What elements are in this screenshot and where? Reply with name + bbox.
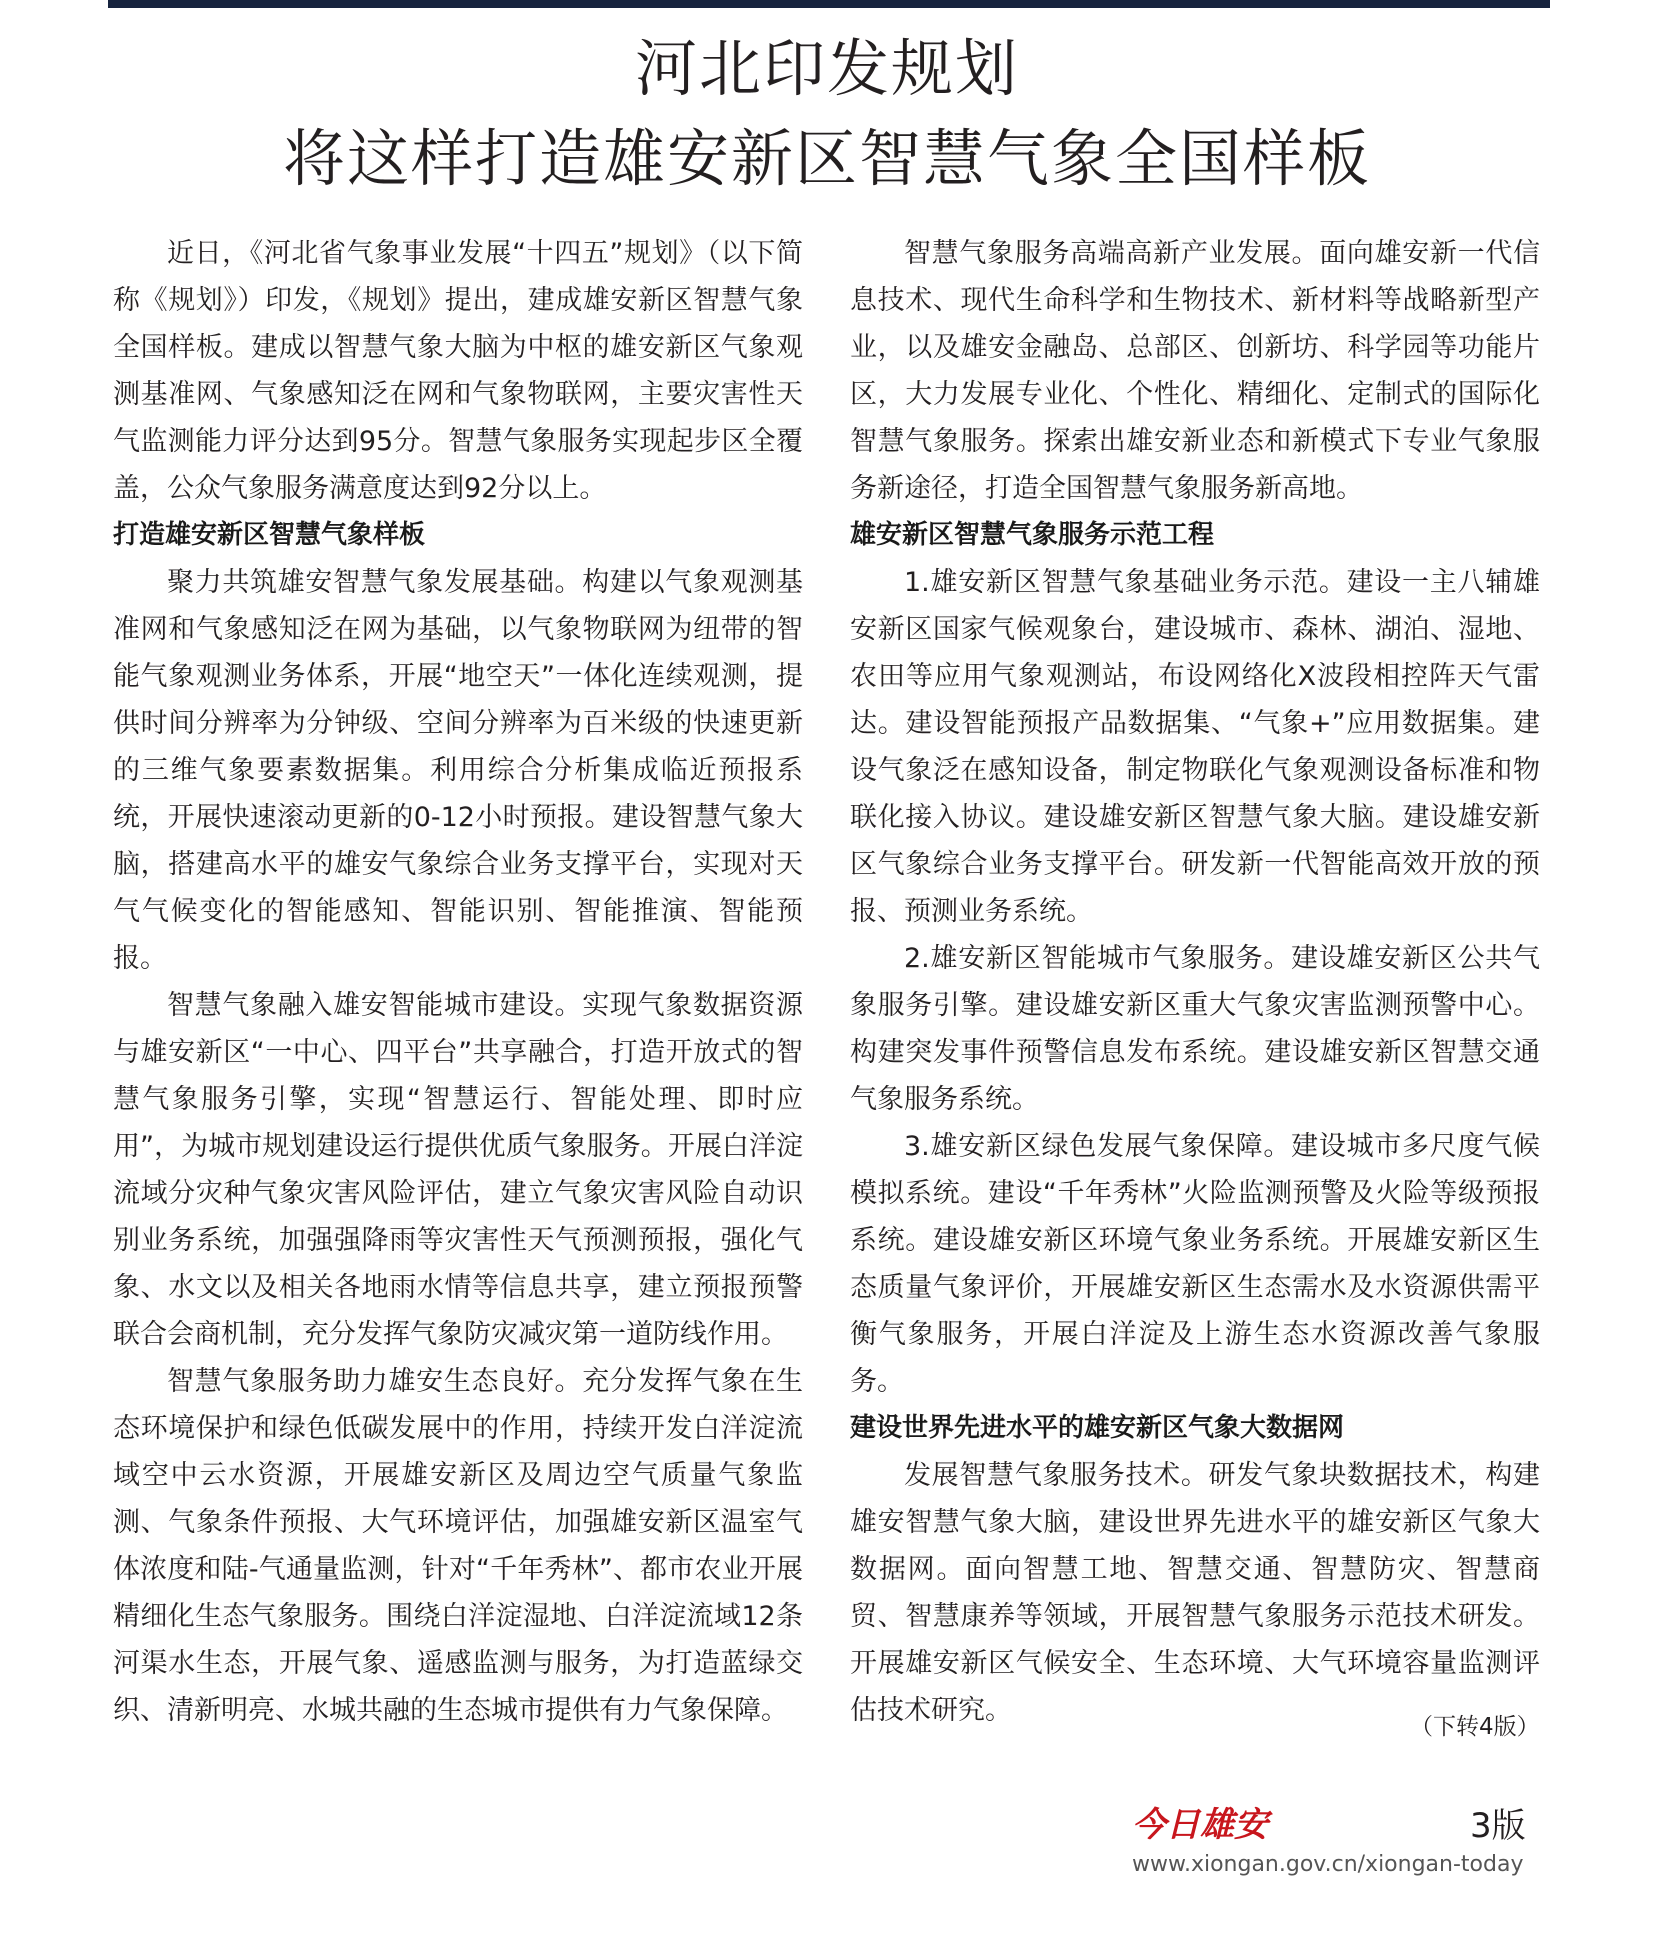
site-url[interactable]: www.xiongan.gov.cn/xiongan-today	[1132, 1852, 1524, 1877]
right-column	[850, 230, 1540, 1734]
paragraph: 智慧气象服务助力雄安生态良好。充分发挥气象在生态环境保护和绿色低碳发展中的作用，持续开发白洋淀流域空中云水资源，开展雄安新区及周边空气质量气象监测、气象条件预报、大气环境评估，加强雄安新区温室气体浓度和陆-气通量监测，针对“千年秀林”、都市农业开展精细化生态气象服务。围绕白洋淀湿地、白洋淀流域12条河渠水生态，开展气象、遥感监测与服务，为打造蓝绿交织、清新明亮、水城共融的生态城市提供有力气象保障。	[113, 1366, 803, 1726]
left-column	[113, 230, 803, 1734]
section-heading: 雄安新区智慧气象服务示范工程	[850, 520, 1215, 550]
paragraph: 2.雄安新区智能城市气象服务。建设雄安新区公共气象服务引擎。建设雄安新区重大气象灾害监测预警中心。构建突发事件预警信息发布系统。建设雄安新区智慧交通气象服务系统。	[850, 943, 1540, 1115]
section-heading: 打造雄安新区智慧气象样板	[113, 520, 426, 550]
paragraph: 近日，《河北省气象事业发展“十四五”规划》（以下简称《规划》）印发，《规划》提出，建成雄安新区智慧气象全国样板。建成以智慧气象大脑为中枢的雄安新区气象观测基准网、气象感知泛在网和气象物联网，主要灾害性天气监测能力评分达到95分。智慧气象服务实现起步区全覆盖，公众气象服务满意度达到92分以上。	[113, 238, 803, 504]
paragraph: 发展智慧气象服务技术。研发气象块数据技术，构建雄安智慧气象大脑，建设世界先进水平的雄安新区气象大数据网。面向智慧工地、智慧交通、智慧防灾、智慧商贸、智慧康养等领域，开展智慧气象服务示范技术研发。开展雄安新区气候安全、生态环境、大气环境容量监测评估技术研究。	[850, 1460, 1540, 1726]
paragraph: 智慧气象服务高端高新产业发展。面向雄安新一代信息技术、现代生命科学和生物技术、新材料等战略新型产业，以及雄安金融岛、总部区、创新坊、科学园等功能片区，大力发展专业化、个性化、精细化、定制式的国际化智慧气象服务。探索出雄安新业态和新模式下专业气象服务新途径，打造全国智慧气象服务新高地。	[850, 238, 1540, 504]
paragraph: 3.雄安新区绿色发展气象保障。建设城市多尺度气候模拟系统。建设“千年秀林”火险监测预警及火险等级预报系统。建设雄安新区环境气象业务系统。开展雄安新区生态质量气象评价，开展雄安新区生态需水及水资源供需平衡气象服务，开展白洋淀及上游生态水资源改善气象服务。	[850, 1131, 1540, 1397]
section-heading: 建设世界先进水平的雄安新区气象大数据网	[850, 1413, 1345, 1443]
top-bar	[108, 0, 1550, 8]
paragraph: 聚力共筑雄安智慧气象发展基础。构建以气象观测基准网和气象感知泛在网为基础，以气象物联网为纽带的智能气象观测业务体系，开展“地空天”一体化连续观测，提供时间分辨率为分钟级、空间分辨率为百米级的快速更新的三维气象要素数据集。利用综合分析集成临近预报系统，开展快速滚动更新的0-12小时预报。建设智慧气象大脑，搭建高水平的雄安气象综合业务支撑平台，实现对天气气候变化的智能感知、智能识别、智能推演、智能预报。	[113, 567, 803, 974]
article-title-line1: 河北印发规划	[634, 32, 1019, 105]
paragraph: 智慧气象融入雄安智能城市建设。实现气象数据资源与雄安新区“一中心、四平台”共享融合，打造开放式的智慧气象服务引擎，实现“智慧运行、智能处理、即时应用”，为城市规划建设运行提供优质气象服务。开展白洋淀流域分灾种气象灾害风险评估，建立气象灾害风险自动识别业务系统，加强强降雨等灾害性天气预测预报，强化气象、水文以及相关各地雨水情等信息共享，建立预报预警联合会商机制，充分发挥气象防灾减灾第一道防线作用。	[113, 990, 803, 1350]
logo-text: 今日雄安	[1132, 1805, 1268, 1845]
newspaper-logo	[1132, 1800, 1282, 1846]
article-title-line2: 将这样打造雄安新区智慧气象全国样板	[282, 122, 1371, 195]
page-number: 3版	[1470, 1806, 1526, 1846]
continued-note: （下转4版）	[1410, 1714, 1540, 1740]
paragraph: 1.雄安新区智慧气象基础业务示范。建设一主八辅雄安新区国家气候观象台，建设城市、森林、湖泊、湿地、农田等应用气象观测站，布设网络化X波段相控阵天气雷达。建设智能预报产品数据集、“气象+”应用数据集。建设气象泛在感知设备，制定物联化气象观测设备标准和物联化接入协议。建设雄安新区智慧气象大脑。建设雄安新区气象综合业务支撑平台。研发新一代智能高效开放的预报、预测业务系统。	[850, 567, 1540, 927]
